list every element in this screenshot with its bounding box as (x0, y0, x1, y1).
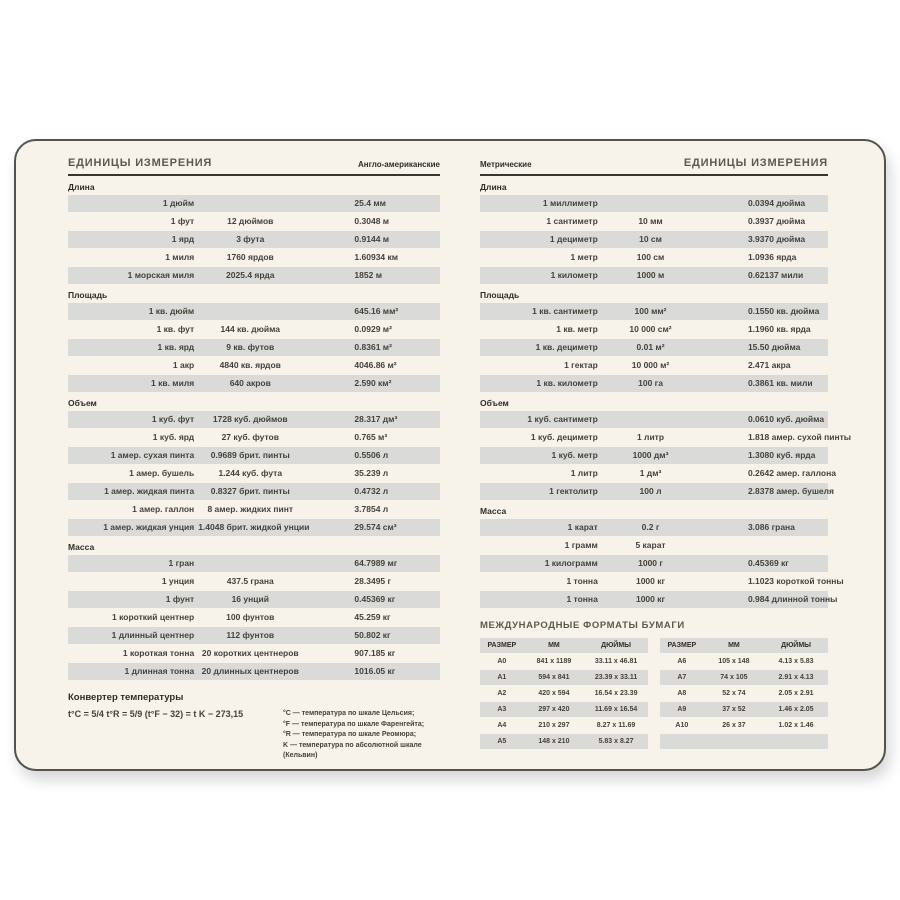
unit-cell: 0.3861 кв. мили (747, 378, 813, 388)
unit-section (480, 290, 828, 392)
unit-cell: 1 метр (570, 252, 598, 262)
unit-cell: 100 л (639, 486, 662, 496)
page-title: ЕДИНИЦЫ ИЗМЕРЕНИЯ (683, 157, 828, 169)
unit-cell: 0.01 м² (636, 342, 665, 352)
unit-cell (198, 555, 302, 572)
unit-cell: 100 мм² (634, 306, 667, 316)
right-page-header (480, 157, 828, 176)
left-unit-sections (68, 182, 440, 680)
unit-cell: 0.8361 м² (354, 342, 392, 352)
unit-cell: 27 куб. футов (221, 432, 279, 442)
unit-cell: 1 карат (567, 522, 598, 532)
unit-cell: 0.984 длинной тонны (747, 594, 838, 604)
unit-cell: 1016.05 кг (354, 666, 396, 676)
unit-cell: 1.818 амер. сухой пинты (747, 432, 852, 442)
unit-row (68, 573, 440, 590)
paper-cell: 52 x 74 (722, 690, 746, 697)
unit-cell: 1 короткий центнер (112, 612, 195, 622)
unit-cell: 1.0936 ярда (747, 252, 797, 262)
unit-cell: 0.3937 дюйма (747, 216, 806, 226)
unit-row (480, 375, 828, 392)
paper-cell (764, 734, 828, 749)
unit-cell: 1 кв. ярд (157, 342, 195, 352)
unit-cell: 1 амер. жидкая унция (103, 522, 195, 532)
unit-cell: 2.471 акра (747, 360, 791, 370)
paper-table-row (480, 654, 648, 669)
unit-cell: 1 куб. ярд (152, 432, 195, 442)
unit-cell: 1 тонна (566, 576, 598, 586)
unit-cell: 3 фута (236, 234, 265, 244)
paper-cell: 297 x 420 (538, 706, 570, 713)
unit-cell: 0.45369 кг (354, 594, 396, 604)
unit-cell: 35.239 л (354, 468, 389, 478)
unit-cell: 1 фунт (165, 594, 195, 604)
unit-cell: 1 фут (170, 216, 195, 226)
unit-row (68, 375, 440, 392)
paper-table-header-row (660, 638, 828, 653)
unit-cell: 1 литр (636, 432, 665, 442)
unit-cell: 16 унций (231, 594, 269, 604)
unit-row (68, 645, 440, 662)
unit-cell: 100 см (636, 252, 665, 262)
unit-cell: 1.1023 короткой тонны (747, 576, 844, 586)
unit-cell: 1 грамм (564, 540, 598, 550)
paper-formats-tables (480, 638, 828, 750)
unit-section (480, 506, 844, 608)
unit-cell: 1 гран (168, 558, 195, 568)
unit-section (480, 398, 852, 500)
unit-cell: 20 длинных центнеров (201, 666, 299, 676)
page-left (68, 157, 440, 762)
paper-table-header-row (480, 638, 648, 653)
paper-cell: 74 x 105 (720, 674, 748, 681)
unit-cell: 29.574 см³ (354, 522, 397, 532)
unit-cell: 10 000 см² (629, 324, 672, 334)
unit-cell: 10 см (639, 234, 662, 244)
unit-row (480, 555, 828, 572)
unit-row (68, 321, 440, 338)
unit-section (68, 542, 440, 680)
unit-row (480, 321, 828, 338)
unit-cell: 1 куб. фут (151, 414, 195, 424)
unit-cell: 1 амер. сухая пинта (110, 450, 195, 460)
paper-cell: 148 x 210 (538, 738, 570, 745)
unit-cell: 437.5 грана (226, 576, 274, 586)
section-title: Площадь (68, 290, 108, 300)
unit-row (480, 249, 828, 266)
unit-row (68, 249, 440, 266)
page-title: ЕДИНИЦЫ ИЗМЕРЕНИЯ (68, 157, 213, 169)
unit-cell: 12 дюймов (227, 216, 274, 226)
unit-row (68, 195, 440, 212)
unit-cell: 1 гектолитр (549, 486, 598, 496)
unit-cell: 1 куб. сантиметр (527, 414, 598, 424)
paper-cell: 16.54 x 23.39 (594, 690, 638, 697)
unit-cell: 3.086 грана (747, 522, 795, 532)
unit-row (480, 231, 828, 248)
unit-cell: 1 тонна (566, 594, 598, 604)
unit-cell: 1.3080 куб. ярда (747, 450, 816, 460)
temperature-note-line: K — температура по абсолютной шкале (Кельвин) (283, 741, 422, 759)
paper-cell: A1 (497, 674, 507, 681)
unit-section (480, 182, 828, 284)
paper-cell: 1.02 x 1.46 (778, 722, 814, 729)
unit-cell: 1 кв. километр (536, 378, 598, 388)
paper-cell: 23.39 x 33.11 (594, 674, 638, 681)
paper-table-row (660, 734, 828, 749)
paper-table-row (660, 670, 828, 685)
paper-cell: A0 (497, 658, 507, 665)
unit-cell: 1 длинный центнер (111, 630, 195, 640)
unit-cell: 1 длинная тонна (124, 666, 195, 676)
section-title: Масса (480, 506, 507, 516)
unit-cell: 0.9689 брит. пинты (210, 450, 290, 460)
temperature-formula: t°C = 5/4 t°R = 5/9 (t°F − 32) = t K − 273,15 (68, 709, 244, 719)
unit-row (480, 573, 844, 590)
unit-cell: 0.765 м³ (354, 432, 388, 442)
unit-cell: 2.590 км² (354, 378, 392, 388)
paper-table-row (660, 654, 828, 669)
paper-table-a6-a10 (660, 638, 828, 750)
unit-row (480, 195, 828, 212)
section-title: Масса (68, 542, 95, 552)
unit-cell: 8 амер. жидких пинт (207, 504, 294, 514)
unit-cell: 144 кв. дюйма (220, 324, 281, 334)
paper-table-row (480, 670, 648, 685)
unit-section (68, 290, 440, 392)
unit-cell: 10 000 м² (631, 360, 670, 370)
paper-cell: 4.13 x 5.83 (778, 658, 814, 665)
unit-cell: 4840 кв. ярдов (219, 360, 281, 370)
unit-row (68, 267, 440, 284)
unit-row (68, 627, 440, 644)
unit-row (68, 519, 440, 536)
paper-table-row (480, 686, 648, 701)
unit-row (68, 501, 440, 518)
unit-cell: 10 мм (638, 216, 663, 226)
paper-header-cell: РАЗМЕР (487, 642, 517, 649)
unit-cell: 0.8327 брит. пинты (210, 486, 290, 496)
unit-row (480, 339, 828, 356)
unit-cell: 1 короткая тонна (122, 648, 195, 658)
unit-cell: 0.0610 куб. дюйма (747, 414, 825, 424)
temperature-converter (68, 692, 440, 762)
paper-table-row (480, 734, 648, 749)
unit-cell: 1 килограмм (544, 558, 598, 568)
unit-cell: 0.1550 кв. дюйма (747, 306, 820, 316)
temperature-title: Конвертер температуры (68, 692, 184, 703)
paper-cell: 5.83 x 8.27 (598, 738, 634, 745)
unit-cell: 1 сантиметр (546, 216, 598, 226)
unit-cell: 0.5506 л (354, 450, 389, 460)
paper-formats (480, 620, 828, 750)
section-title: Объем (68, 398, 97, 408)
unit-cell: 1 акр (172, 360, 195, 370)
unit-cell: 1.60934 км (354, 252, 399, 262)
unit-cell: 1 кв. сантиметр (532, 306, 598, 316)
unit-cell: 9 кв. футов (226, 342, 275, 352)
left-page-header (68, 157, 440, 176)
unit-cell: 1 амер. галлон (132, 504, 195, 514)
unit-row (68, 339, 440, 356)
unit-cell: 1852 м (354, 270, 382, 280)
paper-table-row (480, 718, 648, 733)
unit-cell: 0.0929 м² (354, 324, 392, 334)
unit-cell: 0.2 г (641, 522, 660, 532)
temperature-note-line: °R — температура по шкале Реомюра; (283, 731, 417, 738)
paper-cell: 11.69 x 16.54 (594, 706, 638, 713)
unit-cell: 1 дм³ (639, 468, 662, 478)
temperature-note-line: °F — температура по шкале Фаренгейта; (283, 720, 425, 728)
unit-row (480, 357, 828, 374)
paper-formats-title: МЕЖДУНАРОДНЫЕ ФОРМАТЫ БУМАГИ (480, 620, 685, 631)
unit-cell: 1 куб. метр (551, 450, 598, 460)
unit-cell: 1 миля (165, 252, 195, 262)
section-title: Длина (68, 182, 95, 192)
right-unit-sections (480, 182, 852, 608)
unit-row (68, 663, 440, 680)
paper-cell: 2.91 x 4.13 (778, 674, 814, 681)
unit-cell: 1.1960 кв. ярда (747, 324, 811, 334)
unit-cell: 50.802 кг (354, 630, 391, 640)
paper-cell: 2.05 x 2.91 (778, 690, 814, 697)
unit-cell (602, 411, 699, 428)
paper-cell: 210 x 297 (538, 722, 570, 729)
unit-cell: 1 кв. миля (151, 378, 195, 388)
paper-cell: 841 x 1189 (536, 658, 572, 665)
unit-row (480, 465, 836, 482)
unit-cell: 112 фунтов (226, 630, 275, 640)
unit-cell: 3.7854 л (354, 504, 389, 514)
paper-cell: 33.11 x 46.81 (594, 658, 638, 665)
paper-cell: A5 (497, 738, 507, 745)
unit-cell: 15.50 дюйма (747, 342, 801, 352)
unit-row (480, 411, 828, 428)
unit-cell: 0.9144 м (354, 234, 390, 244)
unit-cell: 1 кв. фут (156, 324, 195, 334)
unit-cell (748, 537, 828, 554)
spread (68, 157, 884, 762)
paper-cell: A2 (497, 690, 507, 697)
paper-cell: 26 x 37 (722, 722, 746, 729)
unit-row (68, 303, 440, 320)
unit-cell: 45.259 кг (354, 612, 391, 622)
unit-cell: 64.7989 мг (354, 558, 398, 568)
paper-header-cell: ММ (548, 642, 560, 649)
unit-cell: 100 га (638, 378, 663, 388)
unit-cell: 1760 ярдов (226, 252, 274, 262)
paper-table-row (660, 702, 828, 717)
unit-cell: 1 унция (161, 576, 195, 586)
paper-cell: A4 (497, 722, 507, 729)
unit-row (480, 429, 852, 446)
unit-cell: 0.0394 дюйма (747, 198, 806, 208)
unit-row (68, 609, 440, 626)
unit-cell: 1728 куб. дюймов (212, 414, 288, 424)
unit-cell: 4046.86 м² (354, 360, 397, 370)
unit-row (480, 483, 835, 500)
unit-section (68, 182, 440, 284)
section-title: Объем (480, 398, 509, 408)
unit-cell: 1 амер. бушель (129, 468, 195, 478)
unit-row (480, 303, 828, 320)
paper-cell: 8.27 x 11.69 (596, 722, 636, 729)
unit-row (480, 447, 828, 464)
unit-cell: 1 амер. жидкая пинта (104, 486, 195, 496)
paper-cell: 105 x 148 (718, 658, 750, 665)
unit-row (480, 267, 828, 284)
paper-cell: 37 x 52 (722, 706, 746, 713)
unit-cell: 1 кв. дюйм (148, 306, 195, 316)
unit-cell: 1 дециметр (549, 234, 598, 244)
unit-cell: 1.4048 брит. жидкой унции (198, 522, 310, 532)
paper-table-row (660, 686, 828, 701)
unit-cell: 1 миллиметр (542, 198, 598, 208)
unit-cell: 1000 м (636, 270, 665, 280)
unit-row (68, 591, 440, 608)
unit-row (480, 213, 828, 230)
paper-table-a0-a5 (480, 638, 648, 750)
unit-cell: 1 литр (570, 468, 598, 478)
paper-header-cell: ММ (728, 642, 740, 649)
unit-cell: 5 карат (635, 540, 666, 550)
paper-cell: A6 (677, 658, 687, 665)
unit-cell: 640 акров (229, 378, 271, 388)
unit-cell: 1 дюйм (162, 198, 195, 208)
page-right (480, 157, 852, 762)
paper-cell (660, 734, 704, 749)
unit-cell: 2.8378 амер. бушеля (747, 486, 835, 496)
unit-row (68, 555, 440, 572)
section-title: Длина (480, 182, 507, 192)
unit-cell: 28.317 дм³ (354, 414, 398, 424)
paper-table-row (660, 718, 828, 733)
paper-header-cell: РАЗМЕР (667, 642, 697, 649)
unit-cell: 0.3048 м (354, 216, 390, 226)
unit-cell: 28.3495 г (354, 576, 392, 586)
paper-header-cell: ДЮЙМЫ (601, 642, 632, 649)
paper-table-row (480, 702, 648, 717)
notebook-page-spread (14, 139, 886, 771)
unit-cell: 1000 кг (635, 594, 666, 604)
unit-row (68, 447, 440, 464)
unit-cell: 1.244 куб. фута (218, 468, 283, 478)
page-subtitle: Англо-американские (358, 160, 440, 169)
paper-cell: A3 (497, 706, 507, 713)
unit-row (480, 591, 838, 608)
unit-cell: 1000 дм³ (632, 450, 669, 460)
unit-cell: 1000 кг (635, 576, 666, 586)
page-subtitle: Метрические (480, 160, 532, 169)
unit-cell: 0.62137 мили (747, 270, 804, 280)
unit-cell: 1 куб. дециметр (530, 432, 598, 442)
unit-cell: 0.45369 кг (747, 558, 789, 568)
paper-cell: A9 (677, 706, 687, 713)
unit-cell: 1 кв. метр (556, 324, 598, 334)
unit-cell: 2025.4 ярда (226, 270, 275, 280)
unit-cell: 645.16 мм² (354, 306, 399, 316)
unit-cell: 1 кв. дециметр (535, 342, 598, 352)
paper-header-cell: ДЮЙМЫ (781, 642, 812, 649)
unit-cell: 1 ярд (171, 234, 195, 244)
unit-row (68, 465, 440, 482)
paper-cell: 1.46 x 2.05 (778, 706, 814, 713)
unit-row (480, 537, 828, 554)
unit-row (68, 231, 440, 248)
unit-cell: 1 гектар (564, 360, 598, 370)
unit-cell: 907.185 кг (354, 648, 396, 658)
section-title: Площадь (480, 290, 520, 300)
unit-cell (198, 195, 302, 212)
unit-cell: 0.4732 л (354, 486, 389, 496)
unit-section (68, 398, 440, 536)
unit-cell: 1000 г (638, 558, 663, 568)
unit-cell (198, 303, 302, 320)
paper-cell: A7 (677, 674, 687, 681)
unit-cell: 1 километр (550, 270, 598, 280)
temperature-notes (283, 709, 440, 762)
paper-cell: A8 (677, 690, 687, 697)
unit-row (480, 519, 828, 536)
paper-cell (704, 734, 764, 749)
paper-cell: 420 x 594 (538, 690, 570, 697)
temperature-note-line: °C — температура по шкале Цельсия; (283, 710, 415, 717)
unit-row (68, 429, 440, 446)
unit-cell: 3.9370 дюйма (747, 234, 806, 244)
temperature-content (68, 709, 440, 762)
unit-cell: 20 коротких центнеров (201, 648, 299, 658)
unit-cell: 0.2642 амер. галлона (747, 468, 836, 478)
unit-cell: 1 морская миля (127, 270, 195, 280)
unit-cell: 25.4 мм (354, 198, 386, 208)
paper-cell: 594 x 841 (538, 674, 570, 681)
unit-row (68, 483, 440, 500)
unit-cell: 100 фунтов (226, 612, 275, 622)
unit-row (68, 411, 440, 428)
unit-row (68, 357, 440, 374)
unit-row (68, 213, 440, 230)
unit-cell (602, 195, 699, 212)
paper-cell: A10 (675, 722, 689, 729)
